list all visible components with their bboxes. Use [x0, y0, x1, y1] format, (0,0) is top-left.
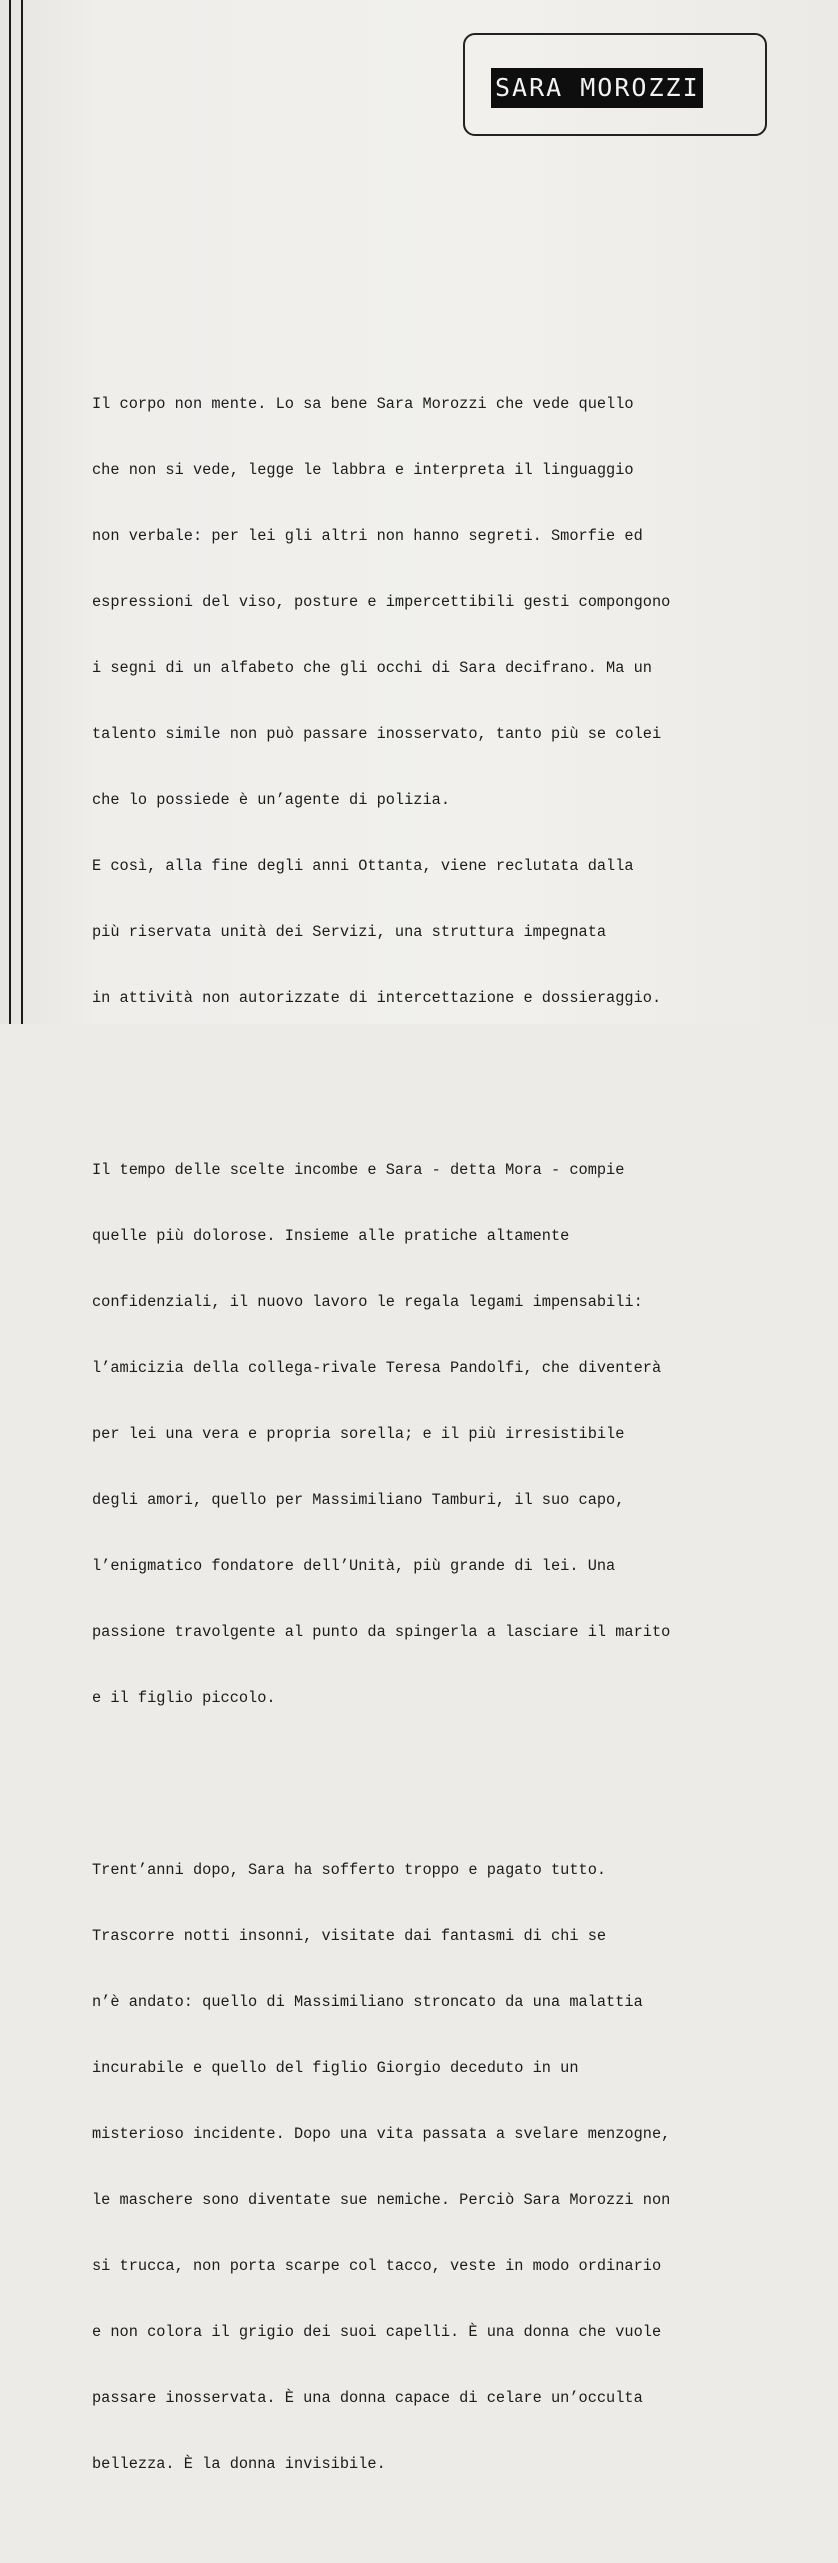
text-line: l’enigmatico fondatore dell’Unità, più grande di lei. Una	[92, 1557, 616, 1575]
text-line: passare inosservata. È una donna capace di celare un’occulta	[92, 2389, 643, 2407]
left-border-line	[9, 0, 11, 1024]
text-line: talento simile non può passare inosservato, tanto più se colei	[92, 725, 662, 743]
text-line: Trent’anni dopo, Sara ha sofferto troppo e pagato tutto.	[92, 1861, 607, 1879]
paragraph-2	[92, 1115, 832, 1753]
left-border-line-inner	[21, 0, 23, 1024]
text-line: quelle più dolorose. Insieme alle pratiche altamente	[92, 1227, 570, 1245]
text-line: E così, alla fine degli anni Ottanta, viene reclutata dalla	[92, 857, 634, 875]
text-line: le maschere sono diventate sue nemiche. Perciò Sara Morozzi non	[92, 2191, 671, 2209]
text-line: espressioni del viso, posture e impercettibili gesti compongono	[92, 593, 671, 611]
text-line: si trucca, non porta scarpe col tacco, veste in modo ordinario	[92, 2257, 662, 2275]
text-line: per lei una vera e propria sorella; e il più irresistibile	[92, 1425, 625, 1443]
text-line: e non colora il grigio dei suoi capelli. È una donna che vuole	[92, 2323, 662, 2341]
text-line: l’amicizia della collega-rivale Teresa Pandolfi, che diventerà	[92, 1359, 662, 1377]
text-line: passione travolgente al punto da spingerla a lasciare il marito	[92, 1623, 671, 1641]
text-line: bellezza. È la donna invisibile.	[92, 2455, 386, 2473]
paragraph-3	[92, 1815, 832, 2519]
text-line: Il tempo delle scelte incombe e Sara - detta Mora - compie	[92, 1161, 625, 1179]
text-line: Trascorre notti insonni, visitate dai fantasmi di chi se	[92, 1927, 607, 1945]
paragraph-1	[92, 349, 832, 1053]
text-line: degli amori, quello per Massimiliano Tamburi, il suo capo,	[92, 1491, 625, 1509]
text-line: Il corpo non mente. Lo sa bene Sara Morozzi che vede quello	[92, 395, 634, 413]
text-line: i segni di un alfabeto che gli occhi di Sara decifrano. Ma un	[92, 659, 652, 677]
text-line: più riservata unità dei Servizi, una struttura impegnata	[92, 923, 607, 941]
text-line: confidenziali, il nuovo lavoro le regala legami impensabili:	[92, 1293, 643, 1311]
text-line: n’è andato: quello di Massimiliano stroncato da una malattia	[92, 1993, 643, 2011]
text-line: e il figlio piccolo.	[92, 1689, 276, 1707]
text-line: non verbale: per lei gli altri non hanno segreti. Smorfie ed	[92, 527, 643, 545]
text-line: che non si vede, legge le labbra e interpreta il linguaggio	[92, 461, 634, 479]
text-line: incurabile e quello del figlio Giorgio deceduto in un	[92, 2059, 579, 2077]
text-line: che lo possiede è un’agente di polizia.	[92, 791, 451, 809]
page-title: SARA MOROZZI	[491, 68, 703, 108]
text-line: misterioso incidente. Dopo una vita passata a svelare menzogne,	[92, 2125, 671, 2143]
body-text	[92, 305, 832, 2563]
text-line: in attività non autorizzate di intercettazione e dossieraggio.	[92, 989, 662, 1007]
